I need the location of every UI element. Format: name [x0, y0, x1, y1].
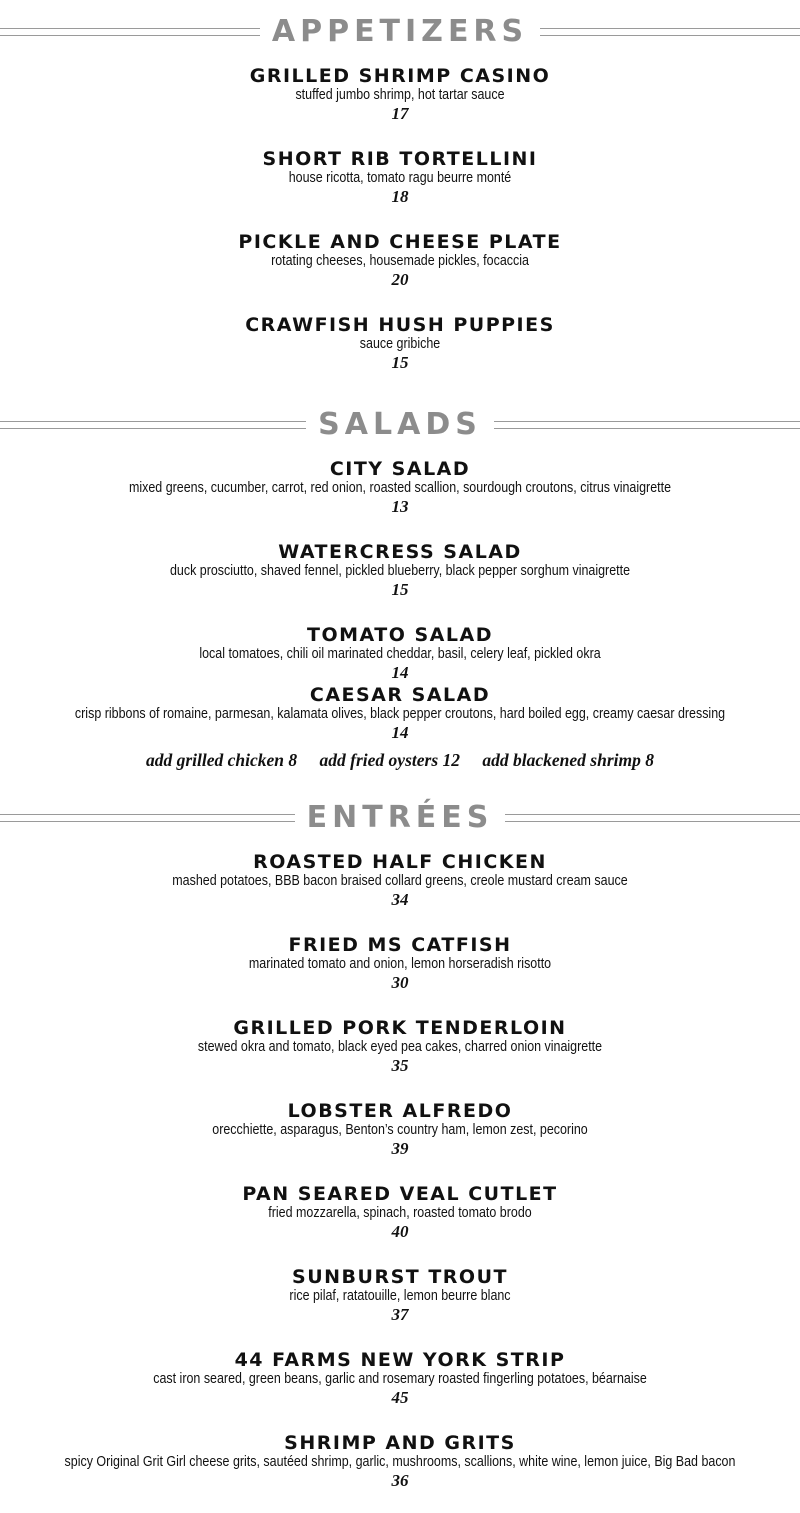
item-price: 39 — [391, 1139, 409, 1158]
item-name: SUNBURST TROUT — [292, 1266, 508, 1288]
item-name: CITY SALAD — [329, 458, 471, 480]
menu-item-shrimp-and-grits — [0, 1432, 800, 1490]
addon-blackened-shrimp: add blackened shrimp 8 — [482, 750, 654, 770]
item-description: marinated tomato and onion, lemon horseradish risotto — [248, 956, 552, 972]
divider-left — [0, 421, 306, 429]
item-name: CAESAR SALAD — [309, 684, 491, 706]
salad-addons — [0, 749, 800, 771]
item-price: 14 — [391, 663, 409, 682]
item-description: rotating cheeses, housemade pickles, focaccia — [271, 253, 529, 269]
item-name: LOBSTER ALFREDO — [287, 1100, 513, 1122]
item-price: 45 — [391, 1388, 409, 1407]
item-description: crisp ribbons of romaine, parmesan, kalamata olives, black pepper croutons, hard boiled egg, creamy caesar dressing — [74, 706, 726, 722]
item-name: WATERCRESS SALAD — [278, 541, 522, 563]
item-description: rice pilaf, ratatouille, lemon beurre blanc — [289, 1288, 511, 1304]
appetizers-title: APPETIZERS — [271, 14, 529, 49]
divider-right — [540, 28, 800, 36]
divider-right — [494, 421, 800, 429]
item-name: FRIED MS CATFISH — [288, 934, 512, 956]
item-price: 37 — [391, 1305, 409, 1324]
item-price: 15 — [391, 580, 409, 599]
item-price: 36 — [391, 1471, 409, 1490]
menu-item-city-salad — [0, 458, 800, 516]
divider-left — [0, 28, 260, 36]
item-name: SHRIMP AND GRITS — [284, 1432, 516, 1454]
divider-left — [0, 814, 295, 822]
entrees-title: ENTRÉES — [306, 800, 494, 835]
item-price: 15 — [391, 353, 409, 372]
menu-item-44-farms-new-york-strip — [0, 1349, 800, 1407]
item-name: PICKLE AND CHEESE PLATE — [238, 231, 562, 253]
item-price: 18 — [391, 187, 409, 206]
menu-item-fried-ms-catfish — [0, 934, 800, 992]
salads-title: SALADS — [318, 407, 482, 442]
menu-item-watercress-salad — [0, 541, 800, 599]
menu-item-grilled-shrimp-casino — [0, 65, 800, 123]
item-price: 30 — [391, 973, 409, 992]
item-description: duck prosciutto, shaved fennel, pickled blueberry, black pepper sorghum vinaigrette — [169, 563, 631, 579]
item-description: spicy Original Grit Girl cheese grits, sautéed shrimp, garlic, mushrooms, scallions, white wine, lemon juice, Big Bad bacon — [64, 1454, 736, 1470]
item-description: stewed okra and tomato, black eyed pea cakes, charred onion vinaigrette — [197, 1039, 603, 1055]
salads-header — [0, 405, 800, 445]
item-name: ROASTED HALF CHICKEN — [253, 851, 547, 873]
item-name: PAN SEARED VEAL CUTLET — [242, 1183, 558, 1205]
item-description: mixed greens, cucumber, carrot, red onion, roasted scallion, sourdough croutons, citrus vinaigrette — [128, 480, 672, 496]
item-price: 20 — [391, 270, 409, 289]
addon-grilled-chicken: add grilled chicken 8 — [145, 750, 298, 770]
item-description: sauce gribiche — [359, 336, 441, 352]
item-name: GRILLED SHRIMP CASINO — [249, 65, 551, 87]
menu-item-crawfish-hush-puppies — [0, 314, 800, 372]
item-price: 14 — [391, 723, 409, 742]
entrees-header — [0, 798, 800, 838]
item-price: 40 — [391, 1222, 409, 1241]
item-price: 34 — [391, 890, 409, 909]
menu-item-tomato-salad — [0, 624, 800, 682]
menu-item-lobster-alfredo — [0, 1100, 800, 1158]
menu-item-sunburst-trout — [0, 1266, 800, 1324]
menu-item-caesar-salad — [0, 684, 800, 742]
item-price: 35 — [391, 1056, 409, 1075]
menu-item-pickle-and-cheese-plate — [0, 231, 800, 289]
menu-item-grilled-pork-tenderloin — [0, 1017, 800, 1075]
item-price: 13 — [391, 497, 409, 516]
item-description: orecchiette, asparagus, Benton’s country ham, lemon zest, pecorino — [212, 1122, 588, 1138]
item-name: GRILLED PORK TENDERLOIN — [233, 1017, 567, 1039]
item-name: TOMATO SALAD — [307, 624, 493, 646]
item-name: 44 FARMS NEW YORK STRIP — [234, 1349, 566, 1371]
item-description: mashed potatoes, BBB bacon braised collard greens, creole mustard cream sauce — [172, 873, 628, 889]
item-description: fried mozzarella, spinach, roasted tomato brodo — [268, 1205, 532, 1221]
addon-fried-oysters: add fried oysters 12 — [319, 750, 461, 770]
menu-item-pan-seared-veal-cutlet — [0, 1183, 800, 1241]
item-description: local tomatoes, chili oil marinated cheddar, basil, celery leaf, pickled okra — [199, 646, 601, 662]
item-description: house ricotta, tomato ragu beurre monté — [288, 170, 512, 186]
item-description: stuffed jumbo shrimp, hot tartar sauce — [295, 87, 505, 103]
menu-item-short-rib-tortellini — [0, 148, 800, 206]
item-description: cast iron seared, green beans, garlic and rosemary roasted fingerling potatoes, béarnaise — [153, 1371, 647, 1387]
menu-item-roasted-half-chicken — [0, 851, 800, 909]
appetizers-header — [0, 12, 800, 52]
item-name: CRAWFISH HUSH PUPPIES — [245, 314, 555, 336]
divider-right — [505, 814, 800, 822]
item-name: SHORT RIB TORTELLINI — [262, 148, 538, 170]
item-price: 17 — [391, 104, 409, 123]
